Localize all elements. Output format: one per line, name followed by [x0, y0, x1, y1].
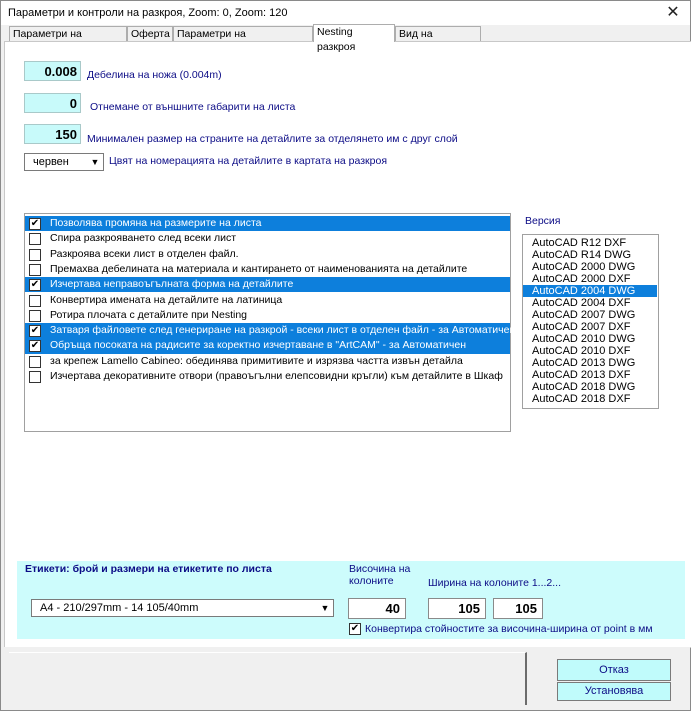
version-item[interactable]: AutoCAD R14 DWG	[532, 249, 632, 261]
option-label: Разкроява всеки лист в отделен файл.	[50, 247, 239, 260]
list-item[interactable]	[25, 277, 510, 292]
label-format-select[interactable]	[31, 599, 334, 617]
number-color-value: червен	[33, 156, 69, 168]
column-height-label	[349, 563, 410, 587]
footer-divider	[9, 652, 527, 705]
option-label: Ротира плочата с детайлите при Nesting	[50, 308, 248, 321]
number-color-label: Цвят на номерацията на детайлите в картата на разкроя	[109, 155, 387, 167]
checkbox[interactable]	[29, 249, 41, 261]
checkbox[interactable]	[29, 264, 41, 276]
version-list[interactable]	[522, 234, 659, 409]
version-item[interactable]: AutoCAD 2004 DWG	[523, 285, 657, 297]
option-label: за крепеж Lamello Cabineo: обединява примитивите и изрязва частта извън детайла	[50, 354, 463, 367]
version-item[interactable]: AutoCAD R12 DXF	[532, 237, 627, 249]
checkbox[interactable]	[29, 295, 41, 307]
number-color-select[interactable]	[24, 153, 104, 171]
list-item[interactable]	[25, 216, 510, 231]
cancel-button[interactable]: Отказ	[557, 659, 671, 681]
list-item[interactable]	[25, 323, 516, 338]
version-item[interactable]: AutoCAD 2000 DWG	[532, 261, 636, 273]
version-item[interactable]: AutoCAD 2007 DXF	[532, 321, 631, 333]
chevron-down-icon[interactable]: ▼	[320, 603, 330, 613]
option-label: Изчертава неправоъгълната форма на детайлите	[50, 278, 294, 291]
knife-thickness-label: Дебелина на ножа (0.004m)	[87, 69, 222, 81]
option-label: Затваря файловете след генериране на разкрой - всеки лист в отделен файл - за Автоматичен	[50, 324, 516, 337]
checkbox[interactable]: ✔	[30, 325, 40, 337]
list-item[interactable]	[25, 354, 510, 369]
list-item[interactable]	[25, 293, 510, 308]
title-bar	[1, 1, 690, 25]
option-label: Изчертава декоративните отвори (правоъгълни елепсовидни кръгли) към детайлите в Шкаф	[50, 370, 503, 382]
version-item[interactable]: AutoCAD 2013 DWG	[532, 357, 636, 369]
option-label: Конвертира имената на детайлите на латиница	[50, 293, 283, 306]
version-item[interactable]: AutoCAD 2004 DXF	[532, 297, 631, 309]
checkbox[interactable]	[29, 310, 41, 322]
version-item[interactable]: AutoCAD 2013 DXF	[532, 369, 631, 381]
close-icon[interactable]: ✕	[666, 4, 680, 21]
checkbox[interactable]: ✔	[30, 218, 40, 229]
labels-section	[17, 561, 685, 639]
checkbox[interactable]: ✔	[30, 279, 40, 291]
tab-nesting[interactable]: Nesting разкроя	[313, 24, 395, 42]
window-title: Параметри и контроли на разкроя, Zoom: 0, Zoom: 120	[8, 7, 288, 19]
convert-units-checkbox[interactable]: ✔	[350, 623, 360, 635]
option-label: Премахва дебелината на материала и кантирането от наименованията на детайлите	[50, 262, 468, 275]
min-size-label: Минимален размер на страните на детайлите за отделянето им с друг слой	[87, 133, 458, 145]
convert-units-row[interactable]	[349, 623, 653, 635]
tab-report-view[interactable]: Вид на	[395, 26, 481, 41]
outer-offset-label: Отнемане от външните габарити на листа	[90, 101, 296, 113]
list-item[interactable]	[25, 247, 510, 262]
list-item[interactable]	[25, 369, 510, 384]
list-item[interactable]	[25, 308, 510, 323]
option-label: Спира разкрояването след всеки лист	[50, 232, 237, 245]
tab-report-params[interactable]: Параметри на	[9, 26, 127, 41]
checkbox[interactable]: ✔	[30, 340, 40, 352]
version-item[interactable]: AutoCAD 2000 DXF	[532, 273, 631, 285]
apply-button[interactable]: Установява	[557, 682, 671, 701]
version-item[interactable]: AutoCAD 2018 DXF	[532, 393, 631, 405]
chevron-down-icon[interactable]: ▼	[90, 157, 100, 167]
min-size-input[interactable]: 150	[24, 124, 81, 144]
column-height-label-line2: колоните	[349, 575, 394, 587]
list-item[interactable]	[25, 338, 510, 353]
version-label: Версия	[525, 215, 561, 227]
tab-offer[interactable]: Оферта	[127, 26, 173, 41]
version-item[interactable]: AutoCAD 2007 DWG	[532, 309, 636, 321]
option-label: Позволява промяна на размерите на листа	[50, 217, 262, 229]
column-height-input[interactable]: 40	[348, 598, 406, 619]
checkbox[interactable]	[29, 233, 41, 245]
labels-section-title: Етикети: брой и размери на етикетите по листа	[25, 563, 272, 575]
version-item[interactable]: AutoCAD 2010 DWG	[532, 333, 636, 345]
column-height-label-line1: Височина на	[349, 563, 411, 575]
option-label: Обръща посоката на радисите за коректно изчертаване в "ArtCAM" - за Автоматичен	[50, 339, 466, 352]
options-checklist	[24, 213, 516, 432]
version-item[interactable]: AutoCAD 2018 DWG	[532, 381, 636, 393]
column-width-1-input[interactable]: 105	[428, 598, 486, 619]
outer-offset-input[interactable]: 0	[24, 93, 81, 113]
list-item[interactable]	[25, 231, 510, 246]
checkbox[interactable]	[29, 371, 41, 383]
knife-thickness-input[interactable]: 0.008	[24, 61, 81, 81]
column-width-2-input[interactable]: 105	[493, 598, 543, 619]
checkbox[interactable]	[29, 356, 41, 368]
version-item[interactable]: AutoCAD 2010 DXF	[532, 345, 631, 357]
convert-units-label: Конвертира стойностите за височина-ширина от point в мм	[365, 623, 653, 635]
label-format-value: A4 - 210/297mm - 14 105/40mm	[40, 602, 199, 614]
list-item[interactable]	[25, 262, 510, 277]
column-width-label: Ширина на колоните 1...2...	[428, 577, 562, 589]
tab-cutting-params[interactable]: Параметри на	[173, 26, 313, 41]
